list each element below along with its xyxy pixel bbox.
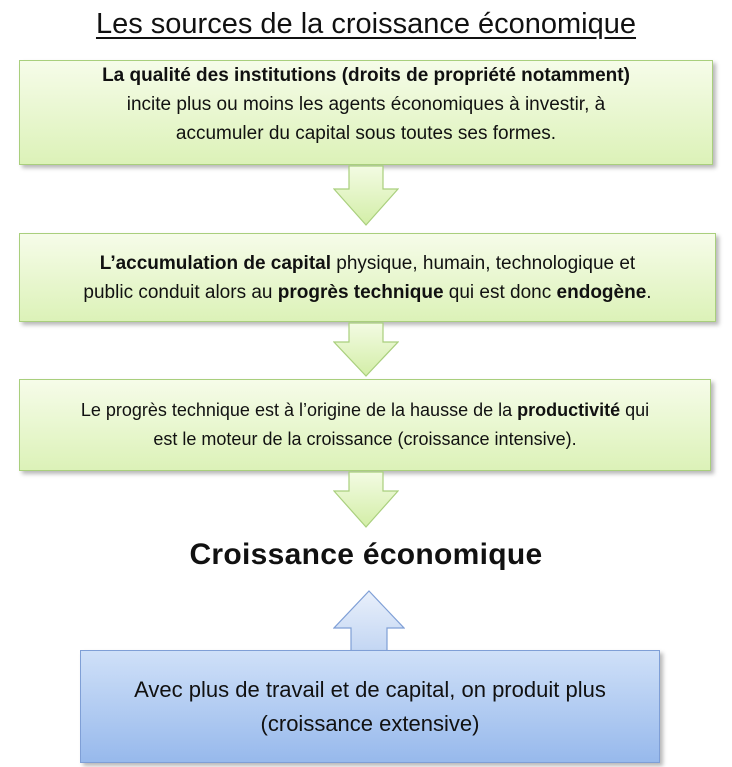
up-arrow: [333, 590, 405, 652]
productivity-box: [19, 379, 711, 471]
productivity-text-2: qui: [620, 400, 650, 420]
extensive-line-2: (croissance extensive): [260, 710, 480, 736]
extensive-line-1: Avec plus de travail et de capital, on produit plus: [134, 676, 606, 702]
endogene-bold: endogène: [556, 281, 647, 303]
capital-accumulation-box: [19, 233, 716, 322]
capital-text-3: qui est donc: [443, 281, 557, 303]
progres-technique-bold: progrès technique: [277, 281, 444, 303]
productivity-text-1: Le progrès technique est à l’origine de la hausse de la: [80, 400, 518, 420]
institutions-line-2: incite plus ou moins les agents économiques à investir, à: [126, 94, 606, 115]
croissance-label: Croissance économique: [189, 538, 543, 571]
capital-bold-text: L’accumulation de capital: [99, 252, 331, 274]
capital-text-1: physique, humain, technologique et: [331, 252, 636, 274]
capital-text-2: public conduit alors au: [83, 281, 278, 303]
down-arrow-2: [333, 322, 399, 378]
extensive-growth-box: [80, 650, 660, 763]
institutions-box: [19, 60, 713, 165]
productivity-text-3: est le moteur de la croissance (croissance intensive).: [153, 429, 577, 449]
diagram-title: Les sources de la croissance économique: [95, 8, 637, 40]
institutions-bold-text: La qualité des institutions (droits de propriété notamment): [102, 65, 630, 86]
productivite-bold: productivité: [517, 400, 621, 420]
down-arrow-3: [333, 471, 399, 529]
institutions-line-3: accumuler du capital sous toutes ses formes.: [175, 123, 557, 144]
capital-text-4: .: [646, 281, 652, 303]
down-arrow-1: [333, 165, 399, 227]
